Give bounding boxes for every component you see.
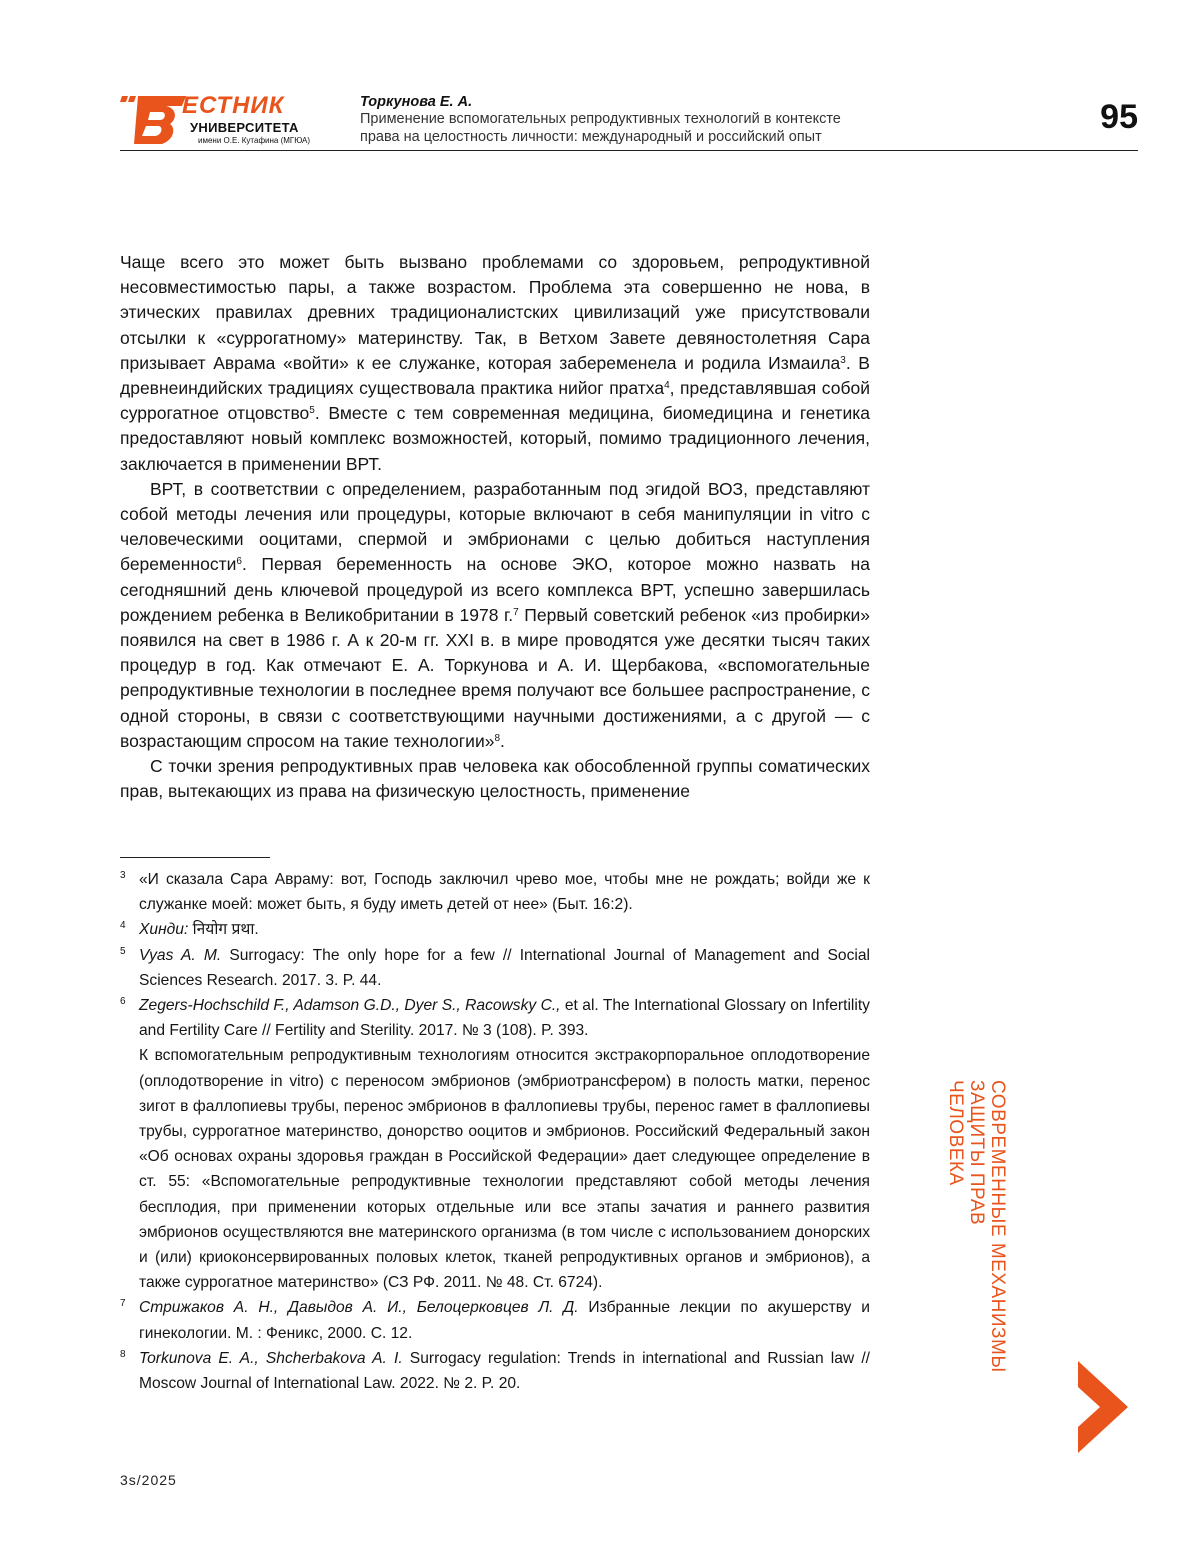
paragraph-2: ВРТ, в соответствии с определением, разработанным под эгидой ВОЗ, представляют собой методы лечения или процедуры, которые включают в себя манипуляции in vitro с человеческими ооцитами, спермой и эмбрионами с целью добиться наступления беременности6. Первая беременность на основе ЭКО, которое можно назвать на сегодняшний день ключевой процедурой из всего комплекса ВРТ, успешно завершилась рождением ребенка в Великобритании в 1978 г.7 Первый советский ребенок «из пробирки» появился на свет в 1986 г. А к 20-м гг. XXI в. в мире проводятся уже десятки тысяч таких процедур в год. Как отмечают Е. А. Торкунова и А. И. Щербакова, «вспомогательные репродуктивные технологии в последнее время получают все большее распространение, с одной стороны, в связи с соответствующими научными достижениями, а с другой — с возрастающим спросом на такие технологии»8. [120, 477, 870, 754]
footnote-3: 3 «И сказала Сара Авраму: вот, Господь заключил чрево мое, чтобы мне не рождать; войди же к служанке моей: может быть, я буду иметь детей от нее» (Быт. 16:2). [120, 867, 870, 917]
main-text [120, 250, 870, 804]
logo-name: имени О.Е. Кутафина (МГЮА) [198, 136, 310, 145]
footnote-ref-7[interactable]: 7 [513, 607, 519, 618]
footnote-4: 4 Хинди: नियोग प्रथा. [120, 917, 870, 942]
section-label [948, 1080, 1008, 1380]
footnote-5: 5 Vyas A. M. Surrogacy: The only hope for a few // International Journal of Management and Social Sciences Research. 2017. 3. P. 44. [120, 943, 870, 993]
section-label-line2: ЗАЩИТЫ ПРАВ [966, 1080, 987, 1380]
journal-logo [120, 92, 330, 150]
logo-subtitle: УНИВЕРСИТЕТА [190, 120, 299, 135]
logo-title: ЕСТНИК [182, 92, 284, 120]
page-number: 95 [1100, 98, 1138, 137]
footnote-ref-8[interactable]: 8 [494, 733, 500, 744]
footnote-ref-3[interactable]: 3 [840, 355, 846, 366]
footnote-6-continuation: К вспомогательным репродуктивным технологиям относится экстракорпоральное оплодотворение (оплодотворение in vitro) с переносом эмбрионов (эмбриотрансфером) в полость матки, перенос зигот в фаллопиевы трубы, перенос эмбрионов в фаллопиевы трубы, перенос гамет в фаллопиевы трубы, суррогатное материнство, донорство ооцитов и эмбрионов. Российский Федеральный закон «Об основах охраны здоровья граждан в Российской Федерации» дает следующее определение в ст. 55: «Вспомогательные репродуктивные технологии представляют собой методы лечения бесплодия, при применении которых отдельные или все этапы зачатия и раннего развития эмбрионов осуществляются вне материнского организма (в том числе с использованием донорских и (или) криоконсервированных половых клеток, тканей репродуктивных органов и эмбрионов), а также суррогатное материнство» (СЗ РФ. 2011. № 48. Ст. 6724). [120, 1043, 870, 1295]
running-head-title-line2: права на целостность личности: международный и российский опыт [360, 129, 1040, 146]
running-head-author: Торкунова Е. А. [360, 94, 1040, 110]
footnote-ref-4[interactable]: 4 [664, 380, 670, 391]
logo-letter-v-icon [120, 92, 190, 150]
footnote-ref-6[interactable]: 6 [236, 556, 242, 567]
footnotes [120, 867, 870, 1396]
section-arrow-icon [1072, 1357, 1132, 1457]
header-rule [120, 150, 1138, 151]
section-label-line1: СОВРЕМЕННЫЕ МЕХАНИЗМЫ [987, 1080, 1008, 1380]
running-head [360, 94, 1040, 146]
footnote-rule [120, 857, 270, 858]
footnote-7: 7 Стрижаков А. Н., Давыдов А. И., Белоцерковцев Л. Д. Избранные лекции по акушерству и гинекологии. М. : Феникс, 2000. С. 12. [120, 1295, 870, 1345]
page-header [120, 92, 1138, 152]
paragraph-1: Чаще всего это может быть вызвано проблемами со здоровьем, репродуктивной несовместимостью пары, а также возрастом. Проблема эта совершенно не нова, в этических правилах древних традиционалистских цивилизаций уже присутствовали отсылки к «суррогатному» материнству. Так, в Ветхом Завете девяностолетняя Сара призывает Аврама «войти» к ее служанке, которая забеременела и родила Измаила3. В древнеиндийских традициях существовала практика нийог пратха4, представлявшая собой суррогатное отцовство5. Вместе с тем современная медицина, биомедицина и генетика предоставляют новый комплекс возможностей, который, помимо традиционного лечения, заключается в применении ВРТ. [120, 250, 870, 477]
footnote-8: 8 Torkunova E. A., Shcherbakova A. I. Surrogacy regulation: Trends in international and Russian law // Moscow Journal of International Law. 2022. № 2. P. 20. [120, 1346, 870, 1396]
running-head-title-line1: Применение вспомогательных репродуктивных технологий в контексте [360, 111, 1040, 128]
paragraph-3: С точки зрения репродуктивных прав человека как обособленной группы соматических прав, вытекающих из права на физическую целостность, применение [120, 754, 870, 804]
section-label-line3: ЧЕЛОВЕКА [945, 1080, 966, 1380]
issue-number: 3s/2025 [120, 1472, 177, 1488]
footnote-ref-5[interactable]: 5 [309, 405, 315, 416]
footnote-6: 6 Zegers-Hochschild F., Adamson G.D., Dyer S., Racowsky C., et al. The International Glossary on Infertility and Fertility Care // Fertility and Sterility. 2017. № 3 (108). P. 393. [120, 993, 870, 1043]
